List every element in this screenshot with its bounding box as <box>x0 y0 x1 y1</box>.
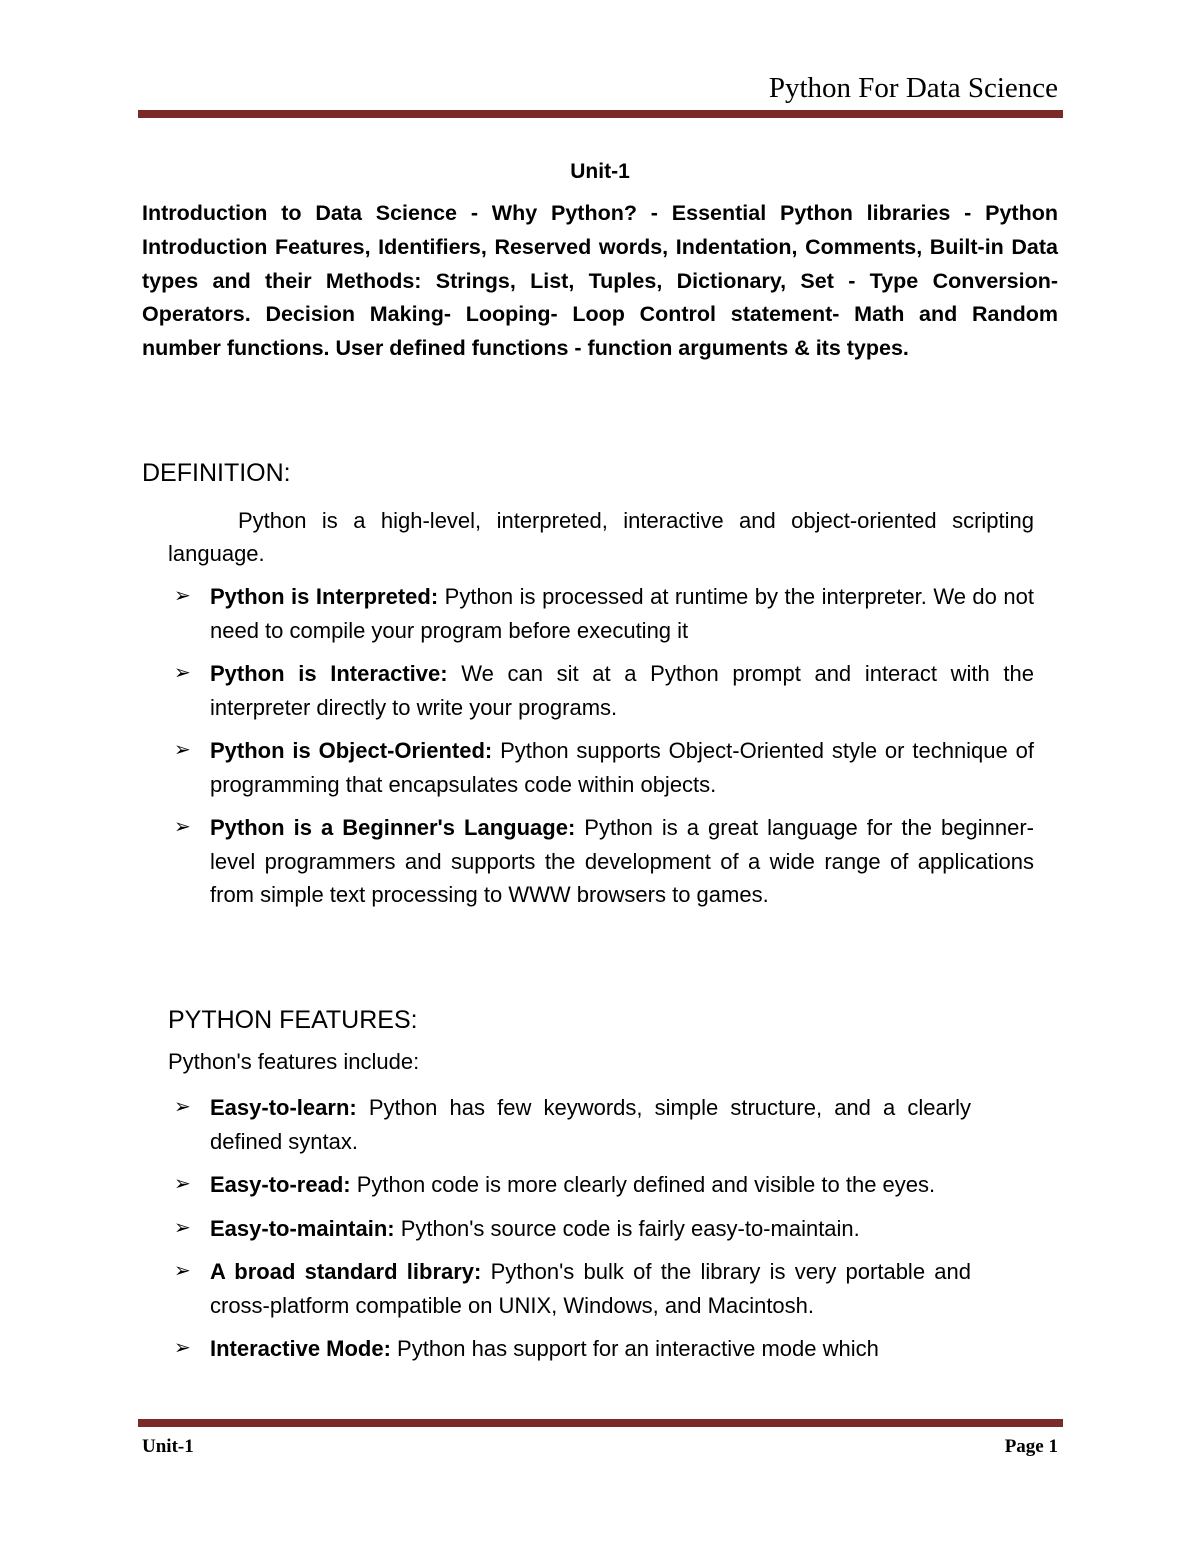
list-item <box>168 1168 971 1202</box>
definition-list <box>168 580 1034 922</box>
item-text: Python is a great language for the beginner-level programmers and supports the development of a wide range of applications from simple text processing to WWW browsers to games. <box>210 815 1034 907</box>
item-term: Easy-to-maintain: <box>210 1215 395 1241</box>
item-text: Python code is more clearly defined and visible to the eyes. <box>350 1172 936 1197</box>
item-term: Python is Interactive: <box>210 661 448 686</box>
header-rule <box>138 110 1063 118</box>
arrow-bullet-icon: ➢ <box>174 1173 191 1195</box>
arrow-bullet-icon: ➢ <box>174 739 191 761</box>
features-intro: Python's features include: <box>168 1049 420 1074</box>
item-term: Easy-to-read: <box>210 1172 351 1197</box>
arrow-bullet-icon: ➢ <box>174 1216 191 1239</box>
footer-page-number: Page 1 <box>1004 1436 1058 1457</box>
item-text: Python supports Object-Oriented style or technique of programming that encapsulates code within objects. <box>210 738 1034 797</box>
unit-title: Unit-1 <box>570 160 630 183</box>
arrow-bullet-icon: ➢ <box>174 1337 191 1359</box>
item-text: Python's source code is fairly easy-to-maintain. <box>394 1215 860 1241</box>
features-heading: PYTHON FEATURES: <box>168 1006 418 1034</box>
arrow-bullet-icon: ➢ <box>174 1260 191 1282</box>
list-item <box>168 734 1034 801</box>
arrow-bullet-icon: ➢ <box>174 1096 191 1118</box>
item-term: Easy-to-learn: <box>210 1095 357 1120</box>
list-item <box>168 657 1034 724</box>
item-text: Python is processed at runtime by the interpreter. We do not need to compile your program before executing it <box>210 584 1034 643</box>
item-text: Python has few keywords, simple structure, and a clearly defined syntax. <box>210 1095 971 1154</box>
item-term: Python is Interpreted: <box>210 584 439 609</box>
item-term: Python is a Beginner's Language: <box>210 815 576 840</box>
features-list <box>168 1091 971 1376</box>
item-text: Python has support for an interactive mode which <box>390 1336 879 1361</box>
list-item <box>168 811 1034 912</box>
item-text: Python's bulk of the library is very portable and cross-platform compatible on UNIX, Windows, and Macintosh. <box>210 1259 971 1318</box>
list-item <box>168 1212 971 1246</box>
footer-unit-label: Unit-1 <box>142 1436 194 1457</box>
list-item <box>168 580 1034 647</box>
arrow-bullet-icon: ➢ <box>174 585 191 607</box>
list-item <box>168 1091 971 1158</box>
list-item <box>168 1255 971 1322</box>
syllabus-paragraph: Introduction to Data Science - Why Python? - Essential Python libraries - Python Introduction Features, Identifiers, Reserved words, Indentation, Comments, Built-in Data types and their Methods: Strings, List, Tuples, Dictionary, Set - Type Conversion- Operators. Decision Making- Looping- Loop Control statement- Math and Random number functions. User defined functions - function arguments & its types. <box>142 201 1058 361</box>
list-item <box>168 1332 971 1366</box>
item-text: We can sit at a Python prompt and interact with the interpreter directly to write your programs. <box>210 661 1034 720</box>
definition-paragraph: Python is a high-level, interpreted, interactive and object-oriented scripting language. <box>168 508 1034 566</box>
footer-rule <box>138 1419 1063 1427</box>
arrow-bullet-icon: ➢ <box>174 816 191 838</box>
item-term: Python is Object-Oriented: <box>210 738 493 763</box>
arrow-bullet-icon: ➢ <box>174 662 191 684</box>
item-term: Interactive Mode: <box>210 1336 391 1361</box>
item-term: A broad standard library: <box>210 1259 482 1284</box>
definition-heading: DEFINITION: <box>142 459 291 487</box>
running-header-title: Python For Data Science <box>768 72 1058 104</box>
